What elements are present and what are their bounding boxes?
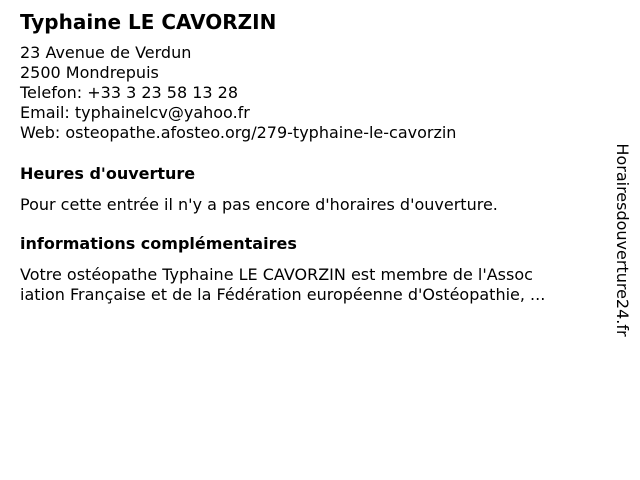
address-city: 2500 Mondrepuis	[20, 63, 159, 82]
opening-hours-heading: Heures d'ouverture	[20, 164, 196, 183]
contact-block	[20, 43, 456, 143]
website-link[interactable]: Web: osteopathe.afosteo.org/279-typhaine-le-cavorzin	[20, 123, 457, 142]
additional-info-line: iation Française et de la Fédération européenne d'Ostéopathie, ...	[20, 285, 546, 304]
opening-hours-message: Pour cette entrée il n'y a pas encore d'horaires d'ouverture.	[20, 195, 498, 214]
email-address[interactable]: Email: typhainelcv@yahoo.fr	[20, 103, 250, 122]
opening-hours-text	[20, 195, 498, 215]
additional-info-text	[20, 265, 545, 305]
address-street: 23 Avenue de Verdun	[20, 43, 192, 62]
site-watermark: Horairesdouverture24.fr	[613, 143, 632, 337]
listing-title: Typhaine LE CAVORZIN	[20, 10, 277, 34]
additional-info-line: Votre ostéopathe Typhaine LE CAVORZIN est membre de l'Assoc	[20, 265, 533, 284]
phone-number[interactable]: Telefon: +33 3 23 58 13 28	[20, 83, 239, 102]
additional-info-heading: informations complémentaires	[20, 234, 297, 253]
